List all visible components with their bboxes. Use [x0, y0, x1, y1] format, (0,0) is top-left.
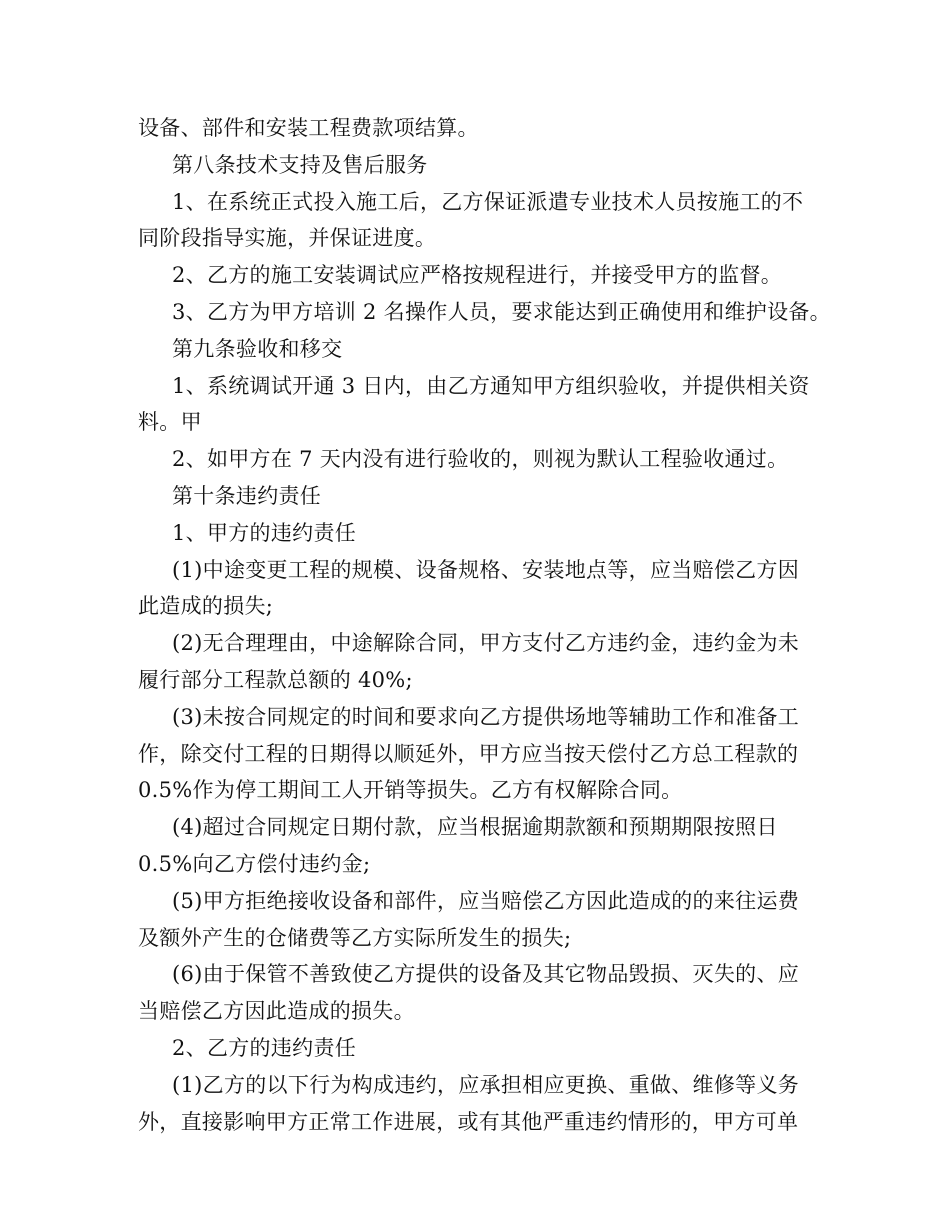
text-line: 1、系统调试开通 3 日内，由乙方通知甲方组织验收，并提供相关资	[172, 373, 810, 398]
text-line: 作，除交付工程的日期得以顺延外，甲方应当按天偿付乙方总工程款的	[138, 741, 799, 766]
text-line: 1、在系统正式投入施工后，乙方保证派遣专业技术人员按施工的不	[172, 189, 804, 214]
document-body	[138, 110, 831, 1140]
text-line: 料。甲	[138, 410, 202, 435]
text-line: 外，直接影响甲方正常工作进展，或有其他严重违约情形的，甲方可单	[138, 1109, 799, 1134]
text-line: (4)超过合同规定日期付款，应当根据逾期款额和预期期限按照日	[172, 815, 778, 840]
text-line: (2)无合理理由，中途解除合同，甲方支付乙方违约金，违约金为未	[172, 631, 800, 656]
text-line: 同阶段指导实施，并保证进度。	[138, 226, 437, 251]
text-line: 2、乙方的施工安装调试应严格按规程进行，并接受甲方的监督。	[172, 263, 783, 288]
text-line: (3)未按合同规定的时间和要求向乙方提供场地等辅助工作和准备工	[172, 704, 800, 729]
subsection-heading: 1、甲方的违约责任	[172, 520, 357, 545]
text-line: (6)由于保管不善致使乙方提供的设备及其它物品毁损、灭失的、应	[172, 962, 800, 987]
text-line: 2、如甲方在 7 天内没有进行验收的，则视为默认工程验收通过。	[172, 447, 789, 472]
text-line: 0.5%向乙方偿付违约金;	[138, 851, 371, 876]
text-line: (1)中途变更工程的规模、设备规格、安装地点等，应当赔偿乙方因	[172, 557, 800, 582]
text-line: 设备、部件和安装工程费款项结算。	[138, 116, 479, 140]
text-line: 及额外产生的仓储费等乙方实际所发生的损失;	[138, 925, 572, 950]
text-line: (5)甲方拒绝接收设备和部件，应当赔偿乙方因此造成的的来往运费	[172, 888, 800, 913]
section-heading: 第十条违约责任	[172, 483, 322, 508]
text-line: 0.5%作为停工期间工人开销等损失。乙方有权解除合同。	[138, 778, 683, 803]
text-line: 当赔偿乙方因此造成的损失。	[138, 999, 415, 1024]
text-line: 履行部分工程款总额的 40%;	[138, 667, 413, 692]
section-heading: 第八条技术支持及售后服务	[172, 152, 428, 177]
subsection-heading: 2、乙方的违约责任	[172, 1035, 357, 1060]
section-heading: 第九条验收和移交	[172, 336, 343, 361]
text-line: 3、乙方为甲方培训 2 名操作人员，要求能达到正确使用和维护设备。	[172, 299, 831, 324]
text-line: (1)乙方的以下行为构成违约，应承担相应更换、重做、维修等义务	[172, 1072, 800, 1097]
text-line: 此造成的损失;	[138, 594, 274, 619]
